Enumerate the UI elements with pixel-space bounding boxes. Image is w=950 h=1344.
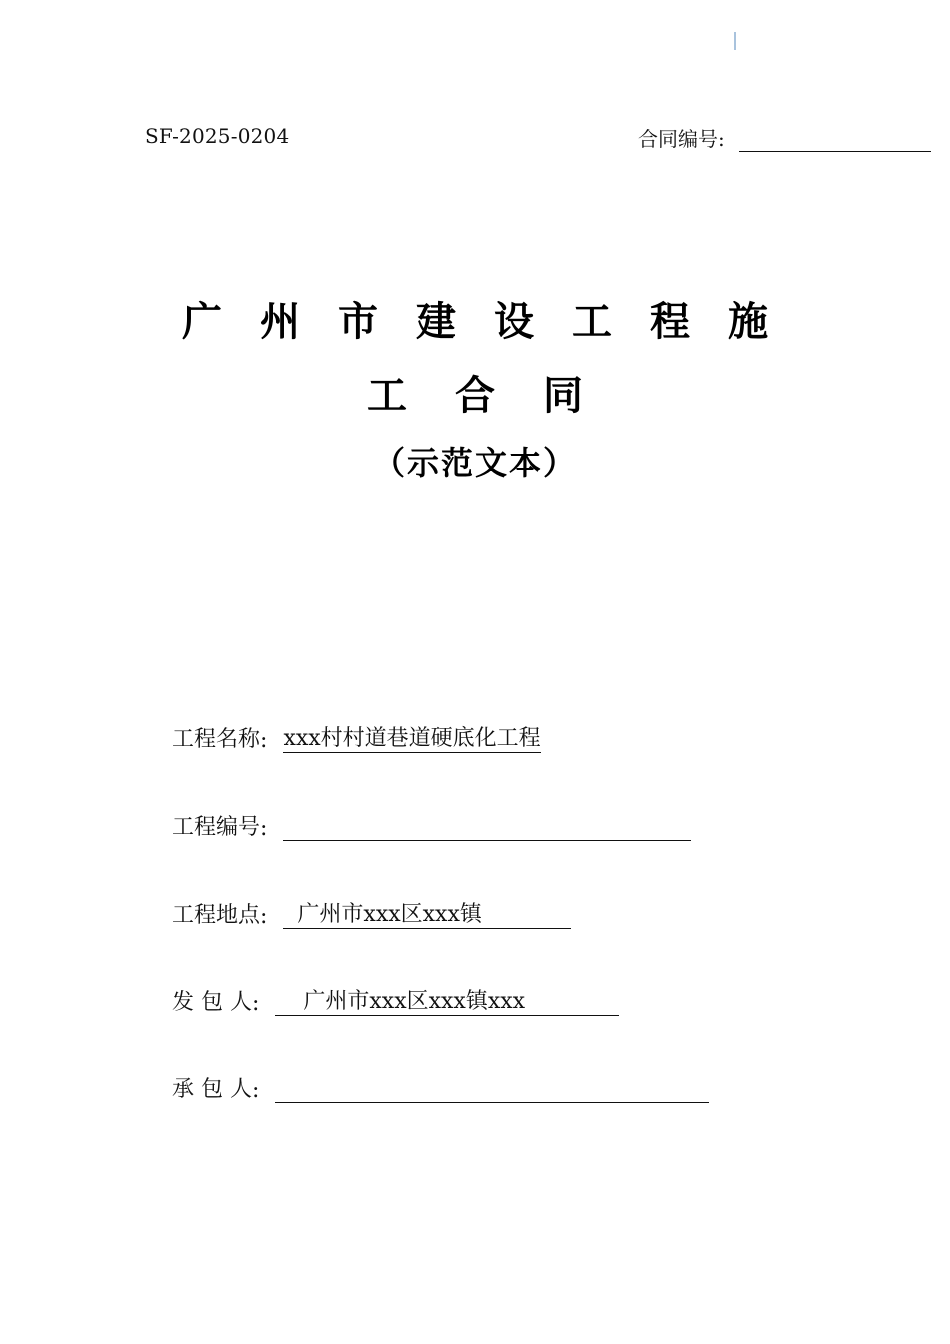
document-title-line-1: 广州市建设工程施 [182, 299, 806, 345]
project-number-value [283, 814, 691, 841]
employer-label: 发 包 人 [172, 990, 252, 1015]
project-number-field [172, 810, 691, 841]
project-number-label: 工程编号 [172, 815, 261, 840]
document-title-line-2: 工合同 [367, 373, 631, 419]
colon: : [260, 904, 268, 929]
employer-field [172, 985, 619, 1016]
employer-value: 广州市xxx区xxx镇xxx [275, 989, 619, 1016]
project-location-field [172, 898, 571, 929]
text-cursor-marker [734, 32, 736, 50]
contract-number-field [638, 123, 931, 152]
project-location-value: 广州市xxx区xxx镇 [283, 902, 571, 929]
colon: : [252, 991, 260, 1016]
project-location-label: 工程地点 [172, 903, 261, 928]
document-subtitle: （示范文本） [372, 444, 577, 482]
contractor-field [172, 1072, 709, 1103]
contractor-value [275, 1076, 709, 1103]
colon: : [252, 1078, 260, 1103]
project-name-label: 工程名称 [172, 727, 261, 752]
contract-number-blank [739, 127, 931, 152]
contract-number-label: 合同编号: [638, 127, 725, 151]
colon: : [260, 816, 268, 841]
project-name-value: xxx村村道巷道硬底化工程 [283, 726, 541, 751]
document-code: SF-2025-0204 [145, 124, 290, 148]
project-name-field [172, 722, 541, 753]
contractor-label: 承 包 人 [172, 1077, 252, 1102]
colon: : [260, 728, 268, 753]
